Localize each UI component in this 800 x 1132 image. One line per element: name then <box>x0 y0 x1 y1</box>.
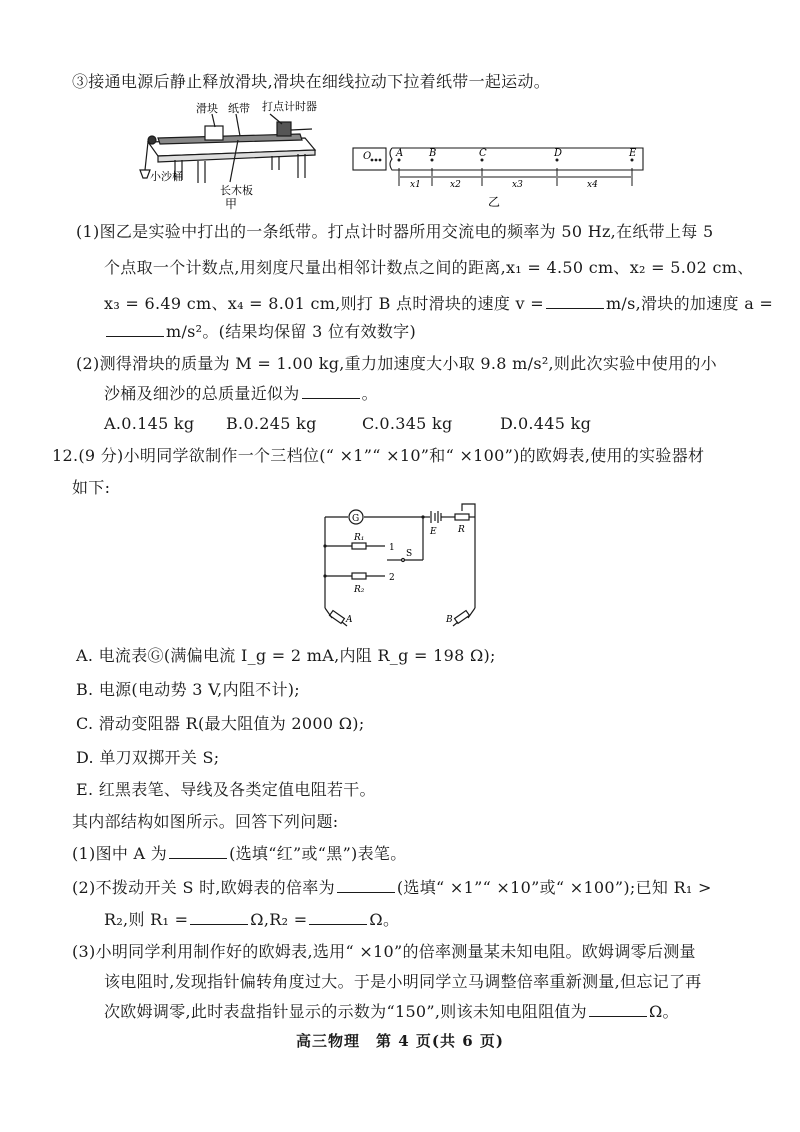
q11-p2-line1: (2)测得滑块的质量为 M = 1.00 kg,重力加速度大小取 9.8 m/s²,则此次实验中使用的小 <box>76 354 717 373</box>
point-e: E <box>629 148 637 159</box>
q11-p1-line3b: m/s,滑块的加速度 a = <box>605 294 774 313</box>
q11-p1-line3a: x₃ = 6.49 cm、x₄ = 8.01 cm,则打 B 点时滑块的速度 v = <box>104 294 544 313</box>
answer-blank-acceleration[interactable] <box>106 322 164 337</box>
label-r2: R₂ <box>354 585 365 595</box>
q12-p2-text-d: Ω,R₂ = <box>250 910 308 929</box>
answer-blank-velocity[interactable] <box>546 294 604 309</box>
q12-p2-line1 <box>72 878 712 898</box>
q11-p1-line2: 个点取一个计数点,用刻度尺量出相邻计数点之间的距离,x₁ = 4.50 cm、x₂ = 5.02 cm、 <box>104 258 754 277</box>
equipment-d: D. 单刀双掷开关 S; <box>76 748 220 767</box>
rheostat-symbol <box>455 514 469 520</box>
q11-p2-line2 <box>104 384 378 404</box>
q12-p2-text-e: Ω。 <box>369 910 400 929</box>
tape-piece-right <box>390 148 643 170</box>
point-c: C <box>479 148 487 159</box>
q12-p3-line2: 该电阻时,发现指针偏转角度过大。于是小明同学立马调整倍率重新测量,但忘记了再 <box>104 972 702 991</box>
equipment-c: C. 滑动变阻器 R(最大阻值为 2000 Ω); <box>76 714 365 733</box>
figure-yi-tape <box>350 140 650 215</box>
q11-p2-line2-text: 沙桶及细沙的总质量近似为 <box>104 384 300 403</box>
q12-p2-line2 <box>104 910 399 930</box>
q11-p2-line2-end: 。 <box>361 384 378 403</box>
caption-yi: 乙 <box>488 195 501 209</box>
answer-blank-unknown-resistance[interactable] <box>589 1002 647 1017</box>
label-slider: 滑块 <box>196 102 218 115</box>
step-3-text: ③接通电源后静止释放滑块,滑块在细线拉动下拉着纸带一起运动。 <box>72 72 551 91</box>
q12-p3-line3 <box>104 1002 679 1022</box>
answer-blank-multiplier[interactable] <box>337 878 395 893</box>
label-r1: R₁ <box>354 533 365 543</box>
q12-p3-text-b: Ω。 <box>648 1002 679 1021</box>
q12-p1-text-b: (选填“红”或“黑”)表笔。 <box>229 844 407 863</box>
option-a[interactable]: A.0.145 kg <box>104 414 195 433</box>
q12-p1 <box>72 844 407 864</box>
figure-jia-apparatus <box>130 100 330 210</box>
q12-intro: 其内部结构如图所示。回答下列问题: <box>72 812 339 831</box>
equipment-e: E. 红黑表笔、导线及各类定值电阻若干。 <box>76 780 376 799</box>
q11-p1-line4-text: m/s²。(结果均保留 3 位有效数字) <box>166 322 417 341</box>
caption-jia: 甲 <box>225 197 238 210</box>
equipment-b: B. 电源(电动势 3 V,内阻不计); <box>76 680 301 699</box>
segment-x1: x1 <box>410 180 421 190</box>
segment-x2: x2 <box>450 180 461 190</box>
label-bucket: 小沙桶 <box>150 170 183 183</box>
answer-blank-r1[interactable] <box>190 910 248 925</box>
probe-b <box>455 611 470 624</box>
label-rheostat: R <box>458 525 465 535</box>
label-probe-a: A <box>346 615 353 625</box>
page-footer: 高三物理 第 4 页(共 6 页) <box>296 1032 504 1050</box>
label-board: 长木板 <box>220 184 253 197</box>
resistor-r1 <box>352 543 366 549</box>
resistor-r2 <box>352 573 366 579</box>
q12-header-line1: 12.(9 分)小明同学欲制作一个三档位(“ ×1”“ ×10”和“ ×100”)的欧姆表,使用的实验器材 <box>52 446 705 465</box>
answer-blank-probe-color[interactable] <box>169 844 227 859</box>
q11-p1-line1: (1)图乙是实验中打出的一条纸带。打点计时器所用交流电的频率为 50 Hz,在纸带上每 5 <box>76 222 714 241</box>
q12-p1-text-a: (1)图中 A 为 <box>72 844 168 863</box>
ohmmeter-circuit-diagram <box>310 500 490 635</box>
option-c[interactable]: C.0.345 kg <box>362 414 453 433</box>
equipment-a: A. 电流表Ⓖ(满偏电流 I_g = 2 mA,内阻 R_g = 198 Ω); <box>76 646 496 665</box>
label-switch: S <box>406 549 413 559</box>
label-pos2: 2 <box>389 573 395 583</box>
q12-p3-line1: (3)小明同学利用制作好的欧姆表,选用“ ×10”的倍率测量某未知电阻。欧姆调零后测量 <box>72 942 696 961</box>
option-b[interactable]: B.0.245 kg <box>226 414 317 433</box>
point-b: B <box>429 148 437 159</box>
q12-header-line2: 如下: <box>72 478 111 497</box>
label-pos1: 1 <box>389 543 395 553</box>
point-d: D <box>554 148 563 159</box>
q12-p3-text-a: 次欧姆调零,此时表盘指针显示的示数为“150”,则该未知电阻阻值为 <box>104 1002 587 1021</box>
label-timer: 打点计时器 <box>262 100 317 113</box>
q11-p1-line4 <box>104 322 416 342</box>
option-d[interactable]: D.0.445 kg <box>500 414 592 433</box>
point-a: A <box>396 148 404 159</box>
answer-blank-mass[interactable] <box>302 384 360 399</box>
point-o: O <box>363 151 372 162</box>
segment-x3: x3 <box>512 180 523 190</box>
q12-p2-text-b: (选填“ ×1”“ ×10”或“ ×100”);已知 R₁ > <box>396 878 712 897</box>
label-probe-b: B <box>446 615 453 625</box>
q12-p2-text-a: (2)不拨动开关 S 时,欧姆表的倍率为 <box>72 878 335 897</box>
segment-x4: x4 <box>587 180 598 190</box>
probe-a <box>330 611 345 624</box>
q11-p1-line3 <box>104 294 773 314</box>
label-emf: E <box>430 527 437 537</box>
q12-p2-text-c: R₂,则 R₁ = <box>104 910 189 929</box>
label-g: G <box>352 514 360 524</box>
answer-blank-r2[interactable] <box>309 910 367 925</box>
label-tape: 纸带 <box>228 102 250 115</box>
